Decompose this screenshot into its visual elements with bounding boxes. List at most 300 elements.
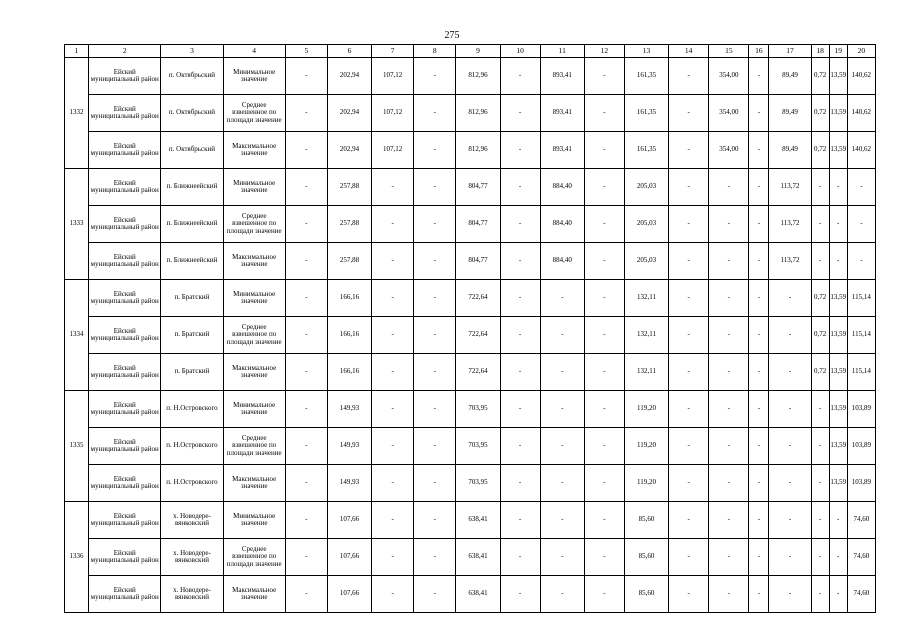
column-header-16: 16 <box>749 45 769 58</box>
row-number-cell: 1332 <box>65 58 89 169</box>
value-cell-col-10: - <box>500 502 540 539</box>
value-cell-col-6: 166,16 <box>327 280 371 317</box>
value-cell-col-7: - <box>372 576 414 613</box>
value-cell-col-9: 812,96 <box>456 132 500 169</box>
value-cell-col-7: - <box>372 428 414 465</box>
value-cell-col-20: 103,89 <box>847 391 875 428</box>
value-cell-col-5: - <box>285 169 327 206</box>
value-cell-col-14: - <box>669 132 709 169</box>
value-cell-col-10: - <box>500 95 540 132</box>
value-cell-col-5: - <box>285 243 327 280</box>
value-cell-col-20: 103,89 <box>847 465 875 502</box>
value-cell-col-9: 804,77 <box>456 243 500 280</box>
row-number-cell: 1333 <box>65 169 89 280</box>
value-cell-col-5: - <box>285 58 327 95</box>
value-cell-col-17: - <box>769 354 811 391</box>
value-cell-col-17: - <box>769 317 811 354</box>
value-cell-col-5: - <box>285 280 327 317</box>
value-cell-col-11: 893,41 <box>540 95 584 132</box>
value-cell-col-11: - <box>540 354 584 391</box>
column-header-18: 18 <box>811 45 829 58</box>
value-cell-col-14: - <box>669 502 709 539</box>
value-cell-col-8: - <box>414 539 456 576</box>
settlement-cell: п. Октябрьский <box>161 132 223 169</box>
column-header-20: 20 <box>847 45 875 58</box>
value-cell-col-10: - <box>500 243 540 280</box>
column-header-4: 4 <box>223 45 285 58</box>
value-cell-col-14: - <box>669 428 709 465</box>
value-cell-col-7: - <box>372 465 414 502</box>
value-cell-col-17: - <box>769 502 811 539</box>
value-cell-col-9: 703,95 <box>456 465 500 502</box>
value-cell-col-10: - <box>500 576 540 613</box>
value-cell-col-17: 89,49 <box>769 58 811 95</box>
column-header-6: 6 <box>327 45 371 58</box>
value-cell-col-6: 149,93 <box>327 465 371 502</box>
value-cell-col-17: - <box>769 391 811 428</box>
value-cell-col-18: 0,72 <box>811 58 829 95</box>
column-header-5: 5 <box>285 45 327 58</box>
value-cell-col-10: - <box>500 539 540 576</box>
settlement-cell: х. Новодере-вянковский <box>161 539 223 576</box>
value-cell-col-13: 132,11 <box>624 280 668 317</box>
settlement-cell: п. Октябрьский <box>161 95 223 132</box>
value-cell-col-11: - <box>540 539 584 576</box>
value-cell-col-5: - <box>285 354 327 391</box>
value-cell-col-12: - <box>584 539 624 576</box>
value-cell-col-13: 205,03 <box>624 243 668 280</box>
value-cell-col-16: - <box>749 132 769 169</box>
value-cell-col-12: - <box>584 243 624 280</box>
value-cell-col-20: - <box>847 169 875 206</box>
district-cell: Ейский муниципальный район <box>89 243 161 280</box>
column-header-9: 9 <box>456 45 500 58</box>
value-cell-col-10: - <box>500 354 540 391</box>
value-cell-col-20: 74,60 <box>847 502 875 539</box>
value-type-cell: Минимальное значение <box>223 502 285 539</box>
value-cell-col-8: - <box>414 58 456 95</box>
value-cell-col-6: 202,94 <box>327 132 371 169</box>
value-cell-col-5: - <box>285 428 327 465</box>
value-cell-col-7: - <box>372 317 414 354</box>
value-cell-col-15: - <box>709 539 749 576</box>
settlement-cell: п. Н.Островского <box>161 465 223 502</box>
value-cell-col-10: - <box>500 169 540 206</box>
value-cell-col-8: - <box>414 465 456 502</box>
table-row <box>65 58 876 95</box>
table-row <box>65 95 876 132</box>
value-cell-col-10: - <box>500 132 540 169</box>
value-type-cell: Среднее взвешенное по площади значение <box>223 95 285 132</box>
value-type-cell: Максимальное значение <box>223 243 285 280</box>
value-cell-col-6: 202,94 <box>327 95 371 132</box>
value-cell-col-14: - <box>669 243 709 280</box>
value-cell-col-11: 893,41 <box>540 132 584 169</box>
settlement-cell: х. Новодере-вянковский <box>161 502 223 539</box>
value-cell-col-7: - <box>372 243 414 280</box>
value-cell-col-8: - <box>414 206 456 243</box>
district-cell: Ейский муниципальный район <box>89 169 161 206</box>
value-cell-col-15: - <box>709 576 749 613</box>
district-cell: Ейский муниципальный район <box>89 317 161 354</box>
value-cell-col-16: - <box>749 169 769 206</box>
value-cell-col-14: - <box>669 169 709 206</box>
value-cell-col-18: - <box>811 169 829 206</box>
column-header-15: 15 <box>709 45 749 58</box>
value-cell-col-15: - <box>709 391 749 428</box>
value-cell-col-13: 85,60 <box>624 576 668 613</box>
value-type-cell: Минимальное значение <box>223 391 285 428</box>
value-cell-col-15: 354,00 <box>709 95 749 132</box>
value-cell-col-5: - <box>285 502 327 539</box>
value-cell-col-11: 884,40 <box>540 243 584 280</box>
value-cell-col-6: 107,66 <box>327 539 371 576</box>
value-cell-col-13: 119,20 <box>624 465 668 502</box>
column-header-12: 12 <box>584 45 624 58</box>
value-cell-col-9: 804,77 <box>456 206 500 243</box>
column-header-13: 13 <box>624 45 668 58</box>
value-cell-col-17: - <box>769 539 811 576</box>
column-header-1: 1 <box>65 45 89 58</box>
value-cell-col-19: 13,59 <box>829 465 847 502</box>
settlement-cell: п. Ближнеейский <box>161 206 223 243</box>
value-cell-col-7: 107,12 <box>372 132 414 169</box>
value-cell-col-19: - <box>829 539 847 576</box>
value-cell-col-18: - <box>811 428 829 465</box>
value-cell-col-16: - <box>749 206 769 243</box>
value-cell-col-13: 132,11 <box>624 317 668 354</box>
value-cell-col-5: - <box>285 539 327 576</box>
value-type-cell: Среднее взвешенное по площади значение <box>223 317 285 354</box>
value-cell-col-9: 703,95 <box>456 428 500 465</box>
value-cell-col-15: - <box>709 354 749 391</box>
value-cell-col-20: 140,62 <box>847 58 875 95</box>
column-header-19: 19 <box>829 45 847 58</box>
district-cell: Ейский муниципальный район <box>89 58 161 95</box>
value-cell-col-15: - <box>709 206 749 243</box>
value-type-cell: Максимальное значение <box>223 132 285 169</box>
value-cell-col-8: - <box>414 95 456 132</box>
value-cell-col-8: - <box>414 243 456 280</box>
value-cell-col-12: - <box>584 317 624 354</box>
value-cell-col-10: - <box>500 317 540 354</box>
value-cell-col-15: - <box>709 428 749 465</box>
value-cell-col-14: - <box>669 317 709 354</box>
value-cell-col-20: 115,14 <box>847 317 875 354</box>
value-cell-col-11: - <box>540 317 584 354</box>
settlement-cell: п. Братский <box>161 354 223 391</box>
value-cell-col-13: 161,35 <box>624 95 668 132</box>
value-cell-col-19: 13,59 <box>829 132 847 169</box>
value-cell-col-8: - <box>414 354 456 391</box>
value-cell-col-20: 115,14 <box>847 280 875 317</box>
district-cell: Ейский муниципальный район <box>89 428 161 465</box>
value-cell-col-13: 205,03 <box>624 169 668 206</box>
district-cell: Ейский муниципальный район <box>89 95 161 132</box>
value-type-cell: Максимальное значение <box>223 354 285 391</box>
value-cell-col-5: - <box>285 576 327 613</box>
column-header-2: 2 <box>89 45 161 58</box>
value-cell-col-15: - <box>709 502 749 539</box>
value-cell-col-14: - <box>669 539 709 576</box>
district-cell: Ейский муниципальный район <box>89 465 161 502</box>
value-cell-col-9: 812,96 <box>456 95 500 132</box>
value-cell-col-18: 0,72 <box>811 317 829 354</box>
value-cell-col-11: 893,41 <box>540 58 584 95</box>
value-cell-col-19: - <box>829 502 847 539</box>
value-cell-col-11: - <box>540 280 584 317</box>
value-cell-col-20: 103,89 <box>847 428 875 465</box>
settlement-cell: п. Братский <box>161 280 223 317</box>
value-cell-col-18: - <box>811 502 829 539</box>
district-cell: Ейский муниципальный район <box>89 391 161 428</box>
district-cell: Ейский муниципальный район <box>89 502 161 539</box>
value-cell-col-14: - <box>669 58 709 95</box>
value-cell-col-5: - <box>285 95 327 132</box>
column-header-17: 17 <box>769 45 811 58</box>
value-cell-col-20: 140,62 <box>847 95 875 132</box>
table-row <box>65 280 876 317</box>
value-cell-col-7: - <box>372 391 414 428</box>
value-cell-col-16: - <box>749 502 769 539</box>
value-cell-col-19: - <box>829 169 847 206</box>
value-cell-col-19: - <box>829 206 847 243</box>
value-cell-col-19: 13,59 <box>829 317 847 354</box>
value-cell-col-19: - <box>829 243 847 280</box>
value-cell-col-14: - <box>669 391 709 428</box>
value-cell-col-12: - <box>584 576 624 613</box>
value-cell-col-15: 354,00 <box>709 58 749 95</box>
value-cell-col-14: - <box>669 576 709 613</box>
value-cell-col-8: - <box>414 502 456 539</box>
value-cell-col-17: - <box>769 576 811 613</box>
value-cell-col-10: - <box>500 206 540 243</box>
value-cell-col-13: 161,35 <box>624 58 668 95</box>
value-cell-col-14: - <box>669 354 709 391</box>
value-cell-col-11: - <box>540 465 584 502</box>
value-type-cell: Максимальное значение <box>223 576 285 613</box>
value-cell-col-20: 74,60 <box>847 539 875 576</box>
table-row <box>65 428 876 465</box>
value-cell-col-9: 812,96 <box>456 58 500 95</box>
value-cell-col-17: - <box>769 280 811 317</box>
data-table <box>64 44 876 613</box>
value-cell-col-16: - <box>749 317 769 354</box>
value-cell-col-16: - <box>749 391 769 428</box>
value-cell-col-12: - <box>584 132 624 169</box>
value-cell-col-17: 113,72 <box>769 243 811 280</box>
value-cell-col-12: - <box>584 58 624 95</box>
value-cell-col-13: 85,60 <box>624 539 668 576</box>
district-cell: Ейский муниципальный район <box>89 206 161 243</box>
value-type-cell: Среднее взвешенное по площади значение <box>223 428 285 465</box>
table-row <box>65 243 876 280</box>
value-cell-col-14: - <box>669 465 709 502</box>
value-cell-col-10: - <box>500 280 540 317</box>
value-cell-col-12: - <box>584 502 624 539</box>
value-cell-col-7: - <box>372 280 414 317</box>
value-cell-col-19: 13,59 <box>829 428 847 465</box>
value-cell-col-8: - <box>414 428 456 465</box>
value-cell-col-18: - <box>811 576 829 613</box>
value-cell-col-9: 722,64 <box>456 354 500 391</box>
value-cell-col-16: - <box>749 280 769 317</box>
value-cell-col-6: 166,16 <box>327 354 371 391</box>
value-cell-col-6: 257,88 <box>327 206 371 243</box>
value-cell-col-13: 119,20 <box>624 391 668 428</box>
value-cell-col-5: - <box>285 206 327 243</box>
value-type-cell: Минимальное значение <box>223 169 285 206</box>
column-header-8: 8 <box>414 45 456 58</box>
value-cell-col-15: - <box>709 169 749 206</box>
value-cell-col-15: - <box>709 243 749 280</box>
header-row <box>65 45 876 58</box>
value-cell-col-19: 13,59 <box>829 391 847 428</box>
value-cell-col-17: 113,72 <box>769 169 811 206</box>
value-cell-col-6: 202,94 <box>327 58 371 95</box>
value-cell-col-6: 149,93 <box>327 391 371 428</box>
value-cell-col-10: - <box>500 465 540 502</box>
value-cell-col-18: 0,72 <box>811 354 829 391</box>
value-cell-col-7: 107,12 <box>372 58 414 95</box>
district-cell: Ейский муниципальный район <box>89 539 161 576</box>
value-cell-col-18: - <box>811 243 829 280</box>
value-cell-col-18: - <box>811 539 829 576</box>
value-cell-col-17: - <box>769 465 811 502</box>
row-number-cell: 1335 <box>65 391 89 502</box>
column-header-7: 7 <box>372 45 414 58</box>
value-cell-col-14: - <box>669 95 709 132</box>
value-cell-col-8: - <box>414 576 456 613</box>
value-cell-col-19: 13,59 <box>829 58 847 95</box>
value-cell-col-18: 0,72 <box>811 132 829 169</box>
value-cell-col-6: 257,88 <box>327 243 371 280</box>
value-cell-col-5: - <box>285 317 327 354</box>
value-cell-col-12: - <box>584 280 624 317</box>
district-cell: Ейский муниципальный район <box>89 280 161 317</box>
value-cell-col-18: - <box>811 465 829 502</box>
value-cell-col-13: 205,03 <box>624 206 668 243</box>
value-cell-col-6: 166,16 <box>327 317 371 354</box>
value-cell-col-19: 13,59 <box>829 95 847 132</box>
value-cell-col-17: - <box>769 428 811 465</box>
table-row <box>65 576 876 613</box>
value-cell-col-8: - <box>414 280 456 317</box>
value-cell-col-11: - <box>540 428 584 465</box>
table-row <box>65 169 876 206</box>
page-number: 275 <box>444 30 460 41</box>
value-cell-col-11: - <box>540 576 584 613</box>
value-cell-col-5: - <box>285 465 327 502</box>
value-cell-col-16: - <box>749 243 769 280</box>
value-cell-col-17: 89,49 <box>769 95 811 132</box>
column-header-11: 11 <box>540 45 584 58</box>
value-cell-col-9: 638,41 <box>456 502 500 539</box>
district-cell: Ейский муниципальный район <box>89 354 161 391</box>
value-cell-col-6: 107,66 <box>327 502 371 539</box>
value-cell-col-12: - <box>584 465 624 502</box>
value-cell-col-18: - <box>811 206 829 243</box>
table-row <box>65 502 876 539</box>
value-cell-col-13: 119,20 <box>624 428 668 465</box>
district-cell: Ейский муниципальный район <box>89 576 161 613</box>
value-cell-col-12: - <box>584 354 624 391</box>
value-type-cell: Максимальное значение <box>223 465 285 502</box>
settlement-cell: п. Н.Островского <box>161 428 223 465</box>
value-type-cell: Среднее взвешенное по площади значение <box>223 206 285 243</box>
value-cell-col-19: 13,59 <box>829 280 847 317</box>
settlement-cell: х. Новодере-вянковский <box>161 576 223 613</box>
value-cell-col-6: 107,66 <box>327 576 371 613</box>
settlement-cell: п. Ближнеейский <box>161 243 223 280</box>
value-cell-col-20: - <box>847 206 875 243</box>
district-cell: Ейский муниципальный район <box>89 132 161 169</box>
value-cell-col-10: - <box>500 391 540 428</box>
value-cell-col-12: - <box>584 391 624 428</box>
column-header-14: 14 <box>669 45 709 58</box>
value-cell-col-12: - <box>584 95 624 132</box>
value-cell-col-16: - <box>749 428 769 465</box>
value-cell-col-12: - <box>584 206 624 243</box>
value-cell-col-15: 354,00 <box>709 132 749 169</box>
value-cell-col-13: 161,35 <box>624 132 668 169</box>
value-cell-col-12: - <box>584 169 624 206</box>
table-row <box>65 317 876 354</box>
value-cell-col-18: - <box>811 391 829 428</box>
value-cell-col-16: - <box>749 354 769 391</box>
value-cell-col-5: - <box>285 391 327 428</box>
value-cell-col-5: - <box>285 132 327 169</box>
value-cell-col-17: 89,49 <box>769 132 811 169</box>
value-type-cell: Минимальное значение <box>223 58 285 95</box>
value-cell-col-17: 113,72 <box>769 206 811 243</box>
value-cell-col-9: 804,77 <box>456 169 500 206</box>
value-cell-col-7: - <box>372 502 414 539</box>
value-cell-col-9: 703,95 <box>456 391 500 428</box>
value-cell-col-20: 140,62 <box>847 132 875 169</box>
value-cell-col-7: - <box>372 354 414 391</box>
value-cell-col-18: 0,72 <box>811 280 829 317</box>
table-row <box>65 354 876 391</box>
value-cell-col-9: 722,64 <box>456 317 500 354</box>
value-cell-col-14: - <box>669 280 709 317</box>
value-cell-col-19: 13,59 <box>829 354 847 391</box>
column-header-10: 10 <box>500 45 540 58</box>
table-body <box>65 58 876 613</box>
value-cell-col-15: - <box>709 465 749 502</box>
value-cell-col-20: 74,60 <box>847 576 875 613</box>
settlement-cell: п. Братский <box>161 317 223 354</box>
settlement-cell: п. Н.Островского <box>161 391 223 428</box>
value-cell-col-9: 722,64 <box>456 280 500 317</box>
row-number-cell: 1336 <box>65 502 89 613</box>
value-cell-col-16: - <box>749 465 769 502</box>
value-cell-col-7: 107,12 <box>372 95 414 132</box>
value-type-cell: Минимальное значение <box>223 280 285 317</box>
value-cell-col-10: - <box>500 58 540 95</box>
value-cell-col-16: - <box>749 95 769 132</box>
settlement-cell: п. Ближнеейский <box>161 169 223 206</box>
value-cell-col-11: - <box>540 391 584 428</box>
value-cell-col-6: 257,88 <box>327 169 371 206</box>
column-header-3: 3 <box>161 45 223 58</box>
value-cell-col-13: 85,60 <box>624 502 668 539</box>
value-cell-col-16: - <box>749 576 769 613</box>
value-cell-col-12: - <box>584 428 624 465</box>
value-cell-col-11: - <box>540 502 584 539</box>
table-row <box>65 391 876 428</box>
value-cell-col-19: - <box>829 576 847 613</box>
